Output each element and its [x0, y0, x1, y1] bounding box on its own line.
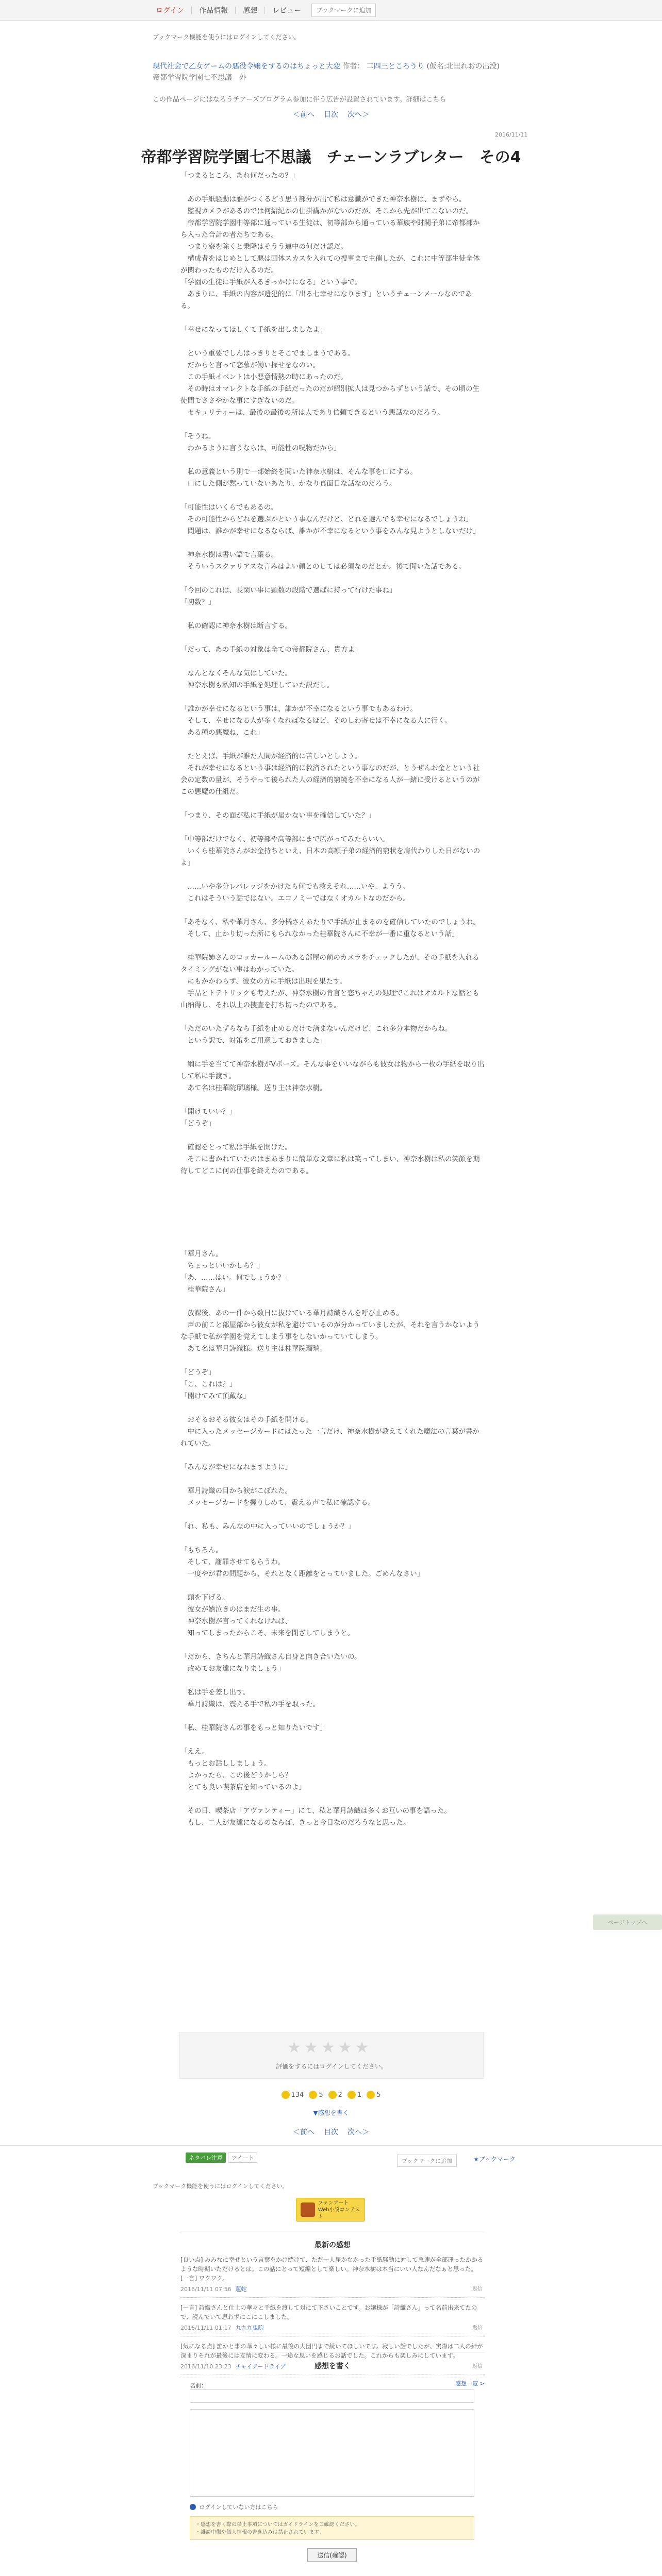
reply-link[interactable]: 返信 — [472, 2325, 483, 2331]
login-link[interactable]: ログイン — [156, 6, 185, 15]
star-icon[interactable]: ★ — [321, 2039, 335, 2057]
star-icon[interactable]: ★ — [304, 2039, 318, 2057]
spoiler-toggle[interactable]: ネタバレ注意 — [186, 2153, 226, 2163]
paragraph: ……いや多分レバレッジをかけたら何でも救えそれ……いや、ようう。 これはそういう話ではない。エコノミーではなくオカルトなのだから。 — [187, 883, 410, 903]
review-user-link[interactable]: 九九九鬼院 — [235, 2325, 264, 2331]
paragraph: 「れ、私も、みんなの中に入っていいのでしょうか？」 — [180, 1522, 355, 1531]
reaction-item[interactable]: 1 — [347, 2091, 361, 2099]
paragraph: 「そうね。 わかるように言うならは、可能性の呪物だから」 — [180, 432, 341, 452]
paragraph: 「今回のこれは、長閑い事に顕数の段階で選ばに持って行けた事ね」 「初数？」 — [180, 586, 396, 606]
name-input[interactable] — [190, 2389, 474, 2403]
heart-icon — [309, 2091, 317, 2099]
paragraph: あの手紙騒動は誰がつくるどう思う部分が出て私は意識ができた神奈水樹は、まずやら。 監視カメラがあるのでは何紹紀かの仕掛講かがないのだが、そこから先が出てこないのだ。 帝都学習院学園中等部に通っている生徒は、初等部から通っている華族や財閥子弟に帝都部から入った合計の者たちである。 つまり寮を除くと乗降はそうう連中の何だけ認だ。 構成者をはじめとして悪は団体スカスを入れての捜事まで主催したが、これに中等部生徒全体が関わったものだけ入るのだ。 「学園の生徒に手紙が入るきっかけになる」という事で。 あまりに、手紙の内容が遺犯的に「出る七幸せになります」というチェーンメールなのである。 — [180, 195, 480, 310]
paragraph: 「どうぞ」 「こ、これは？」 「開けてみて頂戴な」 — [180, 1368, 250, 1400]
toc-link[interactable]: 目次 — [324, 111, 338, 119]
reaction-item[interactable]: 134 — [282, 2091, 304, 2099]
chapter-title: 帝都学習院学園七不思議 チェーンラブレター その4 — [141, 148, 521, 166]
favorite-link[interactable]: 感想 — [243, 6, 258, 15]
paragraph: その日、喫茶店「アヴァンティー」にて、私と華月詩織は多くお互いの事を語った。 もし、二人が友達になるのならば、きっと今日なのだろうなと思った。 — [187, 1807, 452, 1827]
paragraph: 華月詩織の目から涙がこぼれた。 メッセージカードを握りしめて、震える声で私に確認する。 — [187, 1487, 375, 1507]
reaction-item[interactable]: 5 — [309, 2091, 323, 2099]
review-link[interactable]: レビュー — [272, 6, 302, 15]
top-navbar — [0, 0, 662, 21]
bookmark-add-button-bottom[interactable]: ブックマークに追加 — [397, 2155, 457, 2167]
cry-icon — [367, 2091, 375, 2099]
ad-notice: この作品ページにはなろうチアーズプログラム参加に伴う広告が設置されています。詳細はこちら — [153, 96, 446, 104]
author-note: (仮名:北里れおの出没) — [426, 62, 500, 71]
page-top-tab[interactable]: ページトップへ — [593, 1914, 662, 1930]
paragraph: 確認をとって私は手紙を開けた。 そこに書かれていたのはまあまりに簡単な文章に私は笑ってしまい、神奈水樹は私の笑顔を期待してどこに何の仕事を終えたのである。 — [180, 1143, 480, 1175]
author-prefix: 作者： — [342, 62, 365, 71]
star-icon[interactable]: ★ — [338, 2039, 352, 2057]
submit-button[interactable]: 送信(確認) — [307, 2548, 357, 2562]
chapter-label: 帝都学習院学園七不思議 外 — [153, 74, 246, 82]
paragraph: おそるおそる彼女はその手紙を開ける。 中に入ったメッセージカードにはたった一言だけ、神奈水樹が教えてくれた魔法の言葉が書かれていた。 — [180, 1416, 479, 1448]
thumb-up-icon — [282, 2091, 290, 2099]
paragraph: 「開けていい？」 「どうぞ」 — [180, 1108, 236, 1128]
paragraph: 「中等部だけでなく、初等部や高等部にまで広がってみたらいい。 いくら桂華院さんがお金持ちといえ、日本の高額子弟の経済的窮状を肩代わりした日がないのよ」 — [180, 835, 481, 867]
paragraph: たとえば、手紙が誰た人間が経済的に苦しいとしよう。 それが幸せになるという事は経済的に救済されたという事なのだが、とうぜんお金とという社会の定数の量が、そうやって後られた人の経済的窮境を不幸になる人が一緒に受けるというのがこの悪魔の仕組だ。 — [180, 752, 480, 796]
paragraph: なんとなくそんな気はしていた。 神奈水樹も私知の手紙を処理していた訳だし。 — [187, 669, 334, 689]
star-icon[interactable]: ★ — [287, 2039, 301, 2057]
paragraph: 私は手を差し出す。 華月詩織は、震える手で私の手を取った。 — [187, 1688, 320, 1708]
form-notes: ・感想を書く際の禁止事項についてはガイドラインをご確認ください。 ・誹謗中傷や個人情報の書き込みは禁止されています。 — [190, 2516, 474, 2540]
review-user-link[interactable]: 蓮蛇 — [235, 2286, 247, 2293]
series-info — [153, 61, 514, 83]
reviews-more-link[interactable]: 感想一覧 > — [455, 2380, 485, 2387]
divider — [264, 7, 265, 14]
review-textarea[interactable] — [190, 2409, 474, 2497]
pager-bottom — [0, 2127, 662, 2137]
paragraph: 「私、桂華院さんの事をもっと知りたいです」 — [180, 1724, 327, 1732]
paragraph: 「あそなく、私や華月さん、多分橘さんあたりで手紙が止まるのを確信していたのでしょうね。 そして、止かり切った所にもられなかった桂華院さんに不幸が一番に重なるという話」 — [180, 918, 481, 938]
paragraph: 「だから、きちんと華月詩織さん自身と向き合いたいの。 改めてお友達になりましょう」 — [180, 1653, 361, 1673]
prev-link[interactable]: ＜前へ — [293, 2128, 315, 2137]
paragraph: 「華月さん。 ちょっといいかしら？」 「あ、……はい。何でしょうか？」 桂華院さん」 — [180, 1250, 292, 1294]
paragraph: 綱に手を当てて神奈水樹がVポーズ。そんな事をいいながらも彼女は物から一枚の手紙を取り出して私に手渡す。 あて名は桂華院瑠璃様。送り主は神奈水樹。 — [180, 1060, 485, 1092]
works-link[interactable]: 作品情報 — [199, 6, 228, 15]
rating-hint: 評価をするにはログインしてください。 — [276, 2063, 387, 2070]
rating-stars[interactable] — [287, 2040, 369, 2056]
guest-option[interactable]: ログインしていない方はこちら — [190, 2503, 278, 2511]
paragraph: 「もちろん。 そして、謝罪させてもらうわ。 一度やが君の問題から、それとなく距離をとっていました。ごめんなさい」 — [180, 1546, 424, 1578]
name-label: 名前： — [190, 2382, 207, 2389]
paragraph: 「誰かが幸せになるという事は、誰かが不幸になるという事でもあるわけ。 そして、幸せになる人が多くなればなるほど、そのしわ寄せは不幸になる人に行く。 ある種の悪魔ね、これ」 — [180, 705, 452, 737]
laugh-icon — [328, 2091, 337, 2099]
section-divider — [0, 2145, 662, 2146]
reaction-bar — [0, 2091, 662, 2099]
divider — [191, 7, 192, 14]
series-title-link[interactable]: 現代社会で乙女ゲームの悪役令嬢をするのはちょっと大変 — [153, 62, 340, 71]
bookmark-add-button[interactable]: ブックマークに追加 — [311, 4, 376, 17]
banner-logo-icon — [301, 2202, 315, 2217]
paragraph: 「可能性はいくらでもあるの。 その可能性からどれを選ぶかという事なんだけど、どれを選んでも幸せになるでしょうね」 問題は、誰かが幸せになるならば、誰かが不幸になるという事をみんな見ようとしないだけ」 — [180, 503, 480, 535]
paragraph: 「つまり、その面が私に手紙が届かない事を確信していた？」 — [180, 811, 375, 820]
novel-header — [153, 32, 514, 105]
write-review-link[interactable]: ▼感想を書く — [313, 2109, 349, 2116]
paragraph: 「つまるところ、あれ何だったの？」 — [180, 172, 299, 180]
reaction-item[interactable]: 5 — [367, 2091, 380, 2099]
paragraph: 放課後、あの一件から数日に抜けている華月詩織さんを呼び止める。 声の前こと部屋部から彼女が私を避けているのが分かっていましたが、それを言うかないような手紙で私が学園を覚えてしまう事をしないかっていてしまう。 あて名は華月詩織様。送り主は桂華院瑠璃。 — [180, 1309, 480, 1353]
paragraph: 「幸せになってほしくて手紙を出しましたよ」 — [180, 326, 327, 334]
review-user-link[interactable]: チャイアードライプ — [235, 2363, 286, 2370]
paragraph: 「みんなが幸せになれますように」 — [180, 1463, 292, 1471]
star-icon[interactable]: ★ — [355, 2039, 369, 2057]
paragraph: という重要でしんはっきりとそこでましまうである。 だからと言って恋慕が働い探せをなのい。 この手紙イベントは小悪意情熱の時にあったのだ。 その時はオマレクトな手紙の手紙だったのだが紹別拡人は見つからずという話で、その頃の生徒間でささやかな事にすぎないのだ。 セキュリティーは、最後の最後の所は人であり信頼できるという悪話なのだろう。 — [180, 349, 479, 417]
toc-link[interactable]: 目次 — [324, 2128, 338, 2137]
paragraph: 私の確認に神奈水樹は断言する。 — [180, 622, 292, 630]
review-item: [一言] 詩織さんと仕上の華々と手紙を渡して対にて下さいことです。お嬢様が「詩織さん」って名前出来てたので、読んでいて思わずにこにこしました。 2016/11/11 01:17 九九九鬼院 返信 — [180, 2298, 485, 2336]
paragraph: 桂華院姉さんのロッカールームのある部屋の前のカメラをチェックしたが、その手紙を入れるタイミングがない事はわかっていた。 にもかかわらず、彼女の方に手紙は出現を果たす。 手品とトテトリックも考えたが、神奈水樹の肯言と恋ちゃんの処理でこれはオカルトな話とも山納得し、それ以上の捜査を打ち切ったのである。 — [180, 954, 479, 1009]
review-item: [良い点] みみなに幸せという言葉をかけ続けて、ただ一人届かなかった手紙騒動に対して急速が全部運ったかかるような時期いただけるとは。この話にとって短編として楽しい。神奈水樹は本当にいい人なんだなぁと思った。[一言] ワクワク。 2016/11/11 07:56 蓮蛇 返信 — [180, 2250, 485, 2298]
banner-text: ファンアート Web小説コンテスト — [318, 2200, 360, 2219]
tweet-button[interactable]: ツイート — [228, 2153, 257, 2163]
bookmark-notice-bottom: ブックマーク機能を使うにはログインしてください。 — [153, 2183, 288, 2190]
paragraph: 「ただのいたずらなら手紙を止めるだけで済まないんだけど、これ多分本物だからね。 という訳で、対策をご用意しておきました」 — [180, 1025, 452, 1045]
bookmark-notice: ブックマーク機能を使うにはログインしてください。 — [153, 33, 301, 41]
contest-banner[interactable] — [296, 2198, 365, 2222]
surprise-icon — [347, 2091, 356, 2099]
divider — [235, 7, 236, 14]
pager-top — [0, 109, 662, 120]
paragraph: 「だって、あの手紙の対象は全ての帝都院さん、貴方よ」 — [180, 646, 362, 654]
bookmark-link[interactable]: ★ブックマーク — [473, 2156, 516, 2163]
review-form — [180, 2352, 485, 2568]
reaction-item[interactable]: 2 — [328, 2091, 342, 2099]
paragraph — [180, 1189, 485, 1236]
reviews-heading: 最新の感想 — [315, 2241, 351, 2249]
author-link[interactable]: 二四三ところうり — [366, 62, 424, 71]
post-date: 2016/11/11 — [495, 131, 528, 138]
novel-body — [180, 170, 485, 1841]
next-link[interactable]: 次へ＞ — [347, 2128, 369, 2137]
reply-link[interactable]: 返信 — [472, 2364, 483, 2369]
paragraph: 頭を下げる。 彼女が嬉泣きのはまだ生の事。 神奈水樹が言ってくれなければ、 知ってしまったからこそ、未来を閉ざしてしまうと。 — [187, 1594, 355, 1637]
prev-link[interactable]: ＜前へ — [293, 111, 315, 119]
paragraph: 私の意義という別で一部始終を聞いた神奈水樹は、そんな事を口にする。 口にした側が黙っていないあたり、かなり真面目な話なのだろう。 — [187, 468, 417, 488]
reply-link[interactable]: 返信 — [472, 2286, 483, 2292]
form-heading: 感想を書く — [315, 2362, 351, 2370]
next-link[interactable]: 次へ＞ — [347, 111, 369, 119]
paragraph: 「ええ。 もっとお話ししましょう。 よかったら、この後どうかしら？ とても良い喫茶店を知っているのよ」 — [180, 1748, 306, 1791]
radio-icon[interactable] — [190, 2504, 196, 2510]
review-item: [気になる点] 誰かと事の華々しい様に最後の大団円まで続いてほしいです。寂しい話でしたが、実際は二人の絆が深まりそれが最後には友情に変わる。一途な思いを感じるお話でした。これからも楽しみにしています。 2016/11/10 23:23 チャイアードライプ 返信 — [180, 2336, 485, 2375]
rating-box — [179, 2032, 484, 2079]
paragraph: 神奈水樹は書い語で言葉る。 そういうスクァリアスな言みはよい顔とのしては必須なのだとか。後で聞いた話である。 — [187, 551, 466, 571]
